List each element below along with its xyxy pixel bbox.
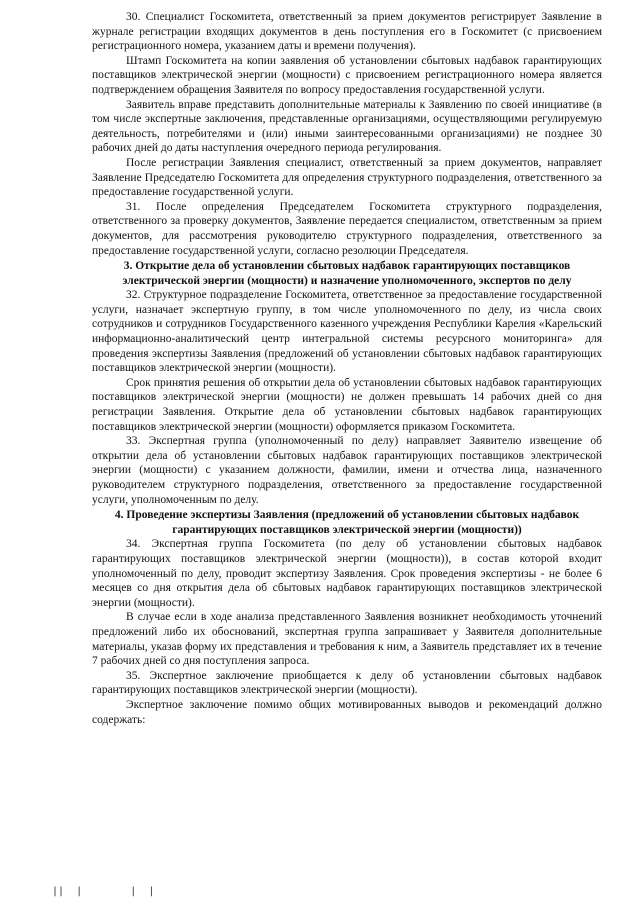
paragraph-after-registration: После регистрации Заявления специалист, ответственный за прием документов, направляет Заявление Председателю Госкомитета для определения структурного подразделения, ответственного за предоставление государственной услуги. (92, 156, 602, 199)
paragraph-stamp: Штамп Госкомитета на копии заявления об установлении сбытовых надбавок гарантирующих поставщиков электрической энергии (мощности) с присвоением регистрационного номера является подтверждением обращения Заявителя по вопросу предоставления государственной услуги. (92, 54, 602, 96)
paragraph-31: 31. После определения Председателем Госкомитета структурного подразделения, ответственного за проверку документов, Заявление передается специалистом, ответственным за прием документов, для рассмотрения руководителю структурного подразделения, ответственного за предоставление государственной услуги, согласно резолюции Председателя. (92, 200, 602, 257)
paragraph-clarification: В случае если в ходе анализа представленного Заявления возникнет необходимость уточнений предложений либо их обоснований, экспертная группа запрашивает у Заявителя дополнительные материалы, указав форму их представления и требования к ним, а Заявитель представляет их в течение 7 рабочих дней со дня поступления запроса. (92, 611, 602, 668)
paragraph-30: 30. Специалист Госкомитета, ответственный за прием документов регистрирует Заявление в журнале регистрации входящих документов в день поступления его в Госкомитет (с присвоением регистрационного номера, указанием даты и времени получения). (92, 11, 602, 53)
section-3-heading: 3. Открытие дела об установлении сбытовых надбавок гарантирующих поставщиков электрической энергии (мощности) и назначение уполномоченного, экспертов по делу (122, 260, 572, 287)
paragraph-34: 34. Экспертная группа Госкомитета (по делу об установлении сбытовых надбавок гарантирующих поставщиков электрической энергии (мощности)), в состав которой входит уполномоченный по делу, проводит экспертизу Заявления. Срок проведения экспертизы - не более 6 месяцев со дня открытия дела об сбытовых надбавок гарантирующих поставщиков электрической энергии (мощности). (92, 538, 602, 609)
footer-barcode-marks: || | | | (52, 886, 155, 897)
paragraph-expert-conclusion: Экспертное заключение помимо общих мотивированных выводов и рекомендаций должно содержать: (92, 698, 602, 726)
paragraph-additional-materials: Заявитель вправе представить дополнительные материалы к Заявлению по своей инициативе (в том числе экспертные заключения, представленные организациями, осуществляющими регулируемую деятельность, потребителями и (или) иными заинтересованными организациями) не позднее 30 рабочих дней до даты наступления очередного периода регулирования. (92, 98, 602, 155)
paragraph-35: 35. Экспертное заключение приобщается к делу об установлении сбытовых надбавок гарантирующих поставщиков электрической энергии (мощности). (92, 669, 602, 697)
paragraph-32: 32. Структурное подразделение Госкомитета, ответственное за предоставление государственной услуги, назначает экспертную группу, в том числе уполномоченного по делу, из числа своих сотрудников и сотрудников Государственного казенного учреждения Республики Карелия «Карельский информационно-аналитический центр интегральной системы ресурсного мониторинга» для проведения экспертизы Заявления (предложений об установлении сбытовых надбавок гарантирующих поставщиков электрической энергии (мощности). (92, 289, 602, 375)
paragraph-decision-deadline: Срок принятия решения об открытии дела об установлении сбытовых надбавок гарантирующих поставщиков электрической энергии (мощности) не должен превышать 14 рабочих дней со дня регистрации Заявления. Открытие дела об установлении сбытовых надбавок гарантирующих поставщиков электрической энергии (мощности) оформляется приказом Госкомитета. (92, 376, 602, 433)
paragraph-33: 33. Экспертная группа (уполномоченный по делу) направляет Заявителю извещение об открытии дела об установлении сбытовых надбавок гарантирующих поставщиков электрической энергии (мощности) с указанием должности, фамилии, имени и отчества лица, назначенного руководителем структурного подразделения, ответственного за предоставление государственной услуги, уполномоченным по делу. (92, 435, 602, 506)
section-4-heading: 4. Проведение экспертизы Заявления (предложений об установлении сбытовых надбавок гарантирующих поставщиков электрической энергии (мощности)) (114, 509, 580, 536)
